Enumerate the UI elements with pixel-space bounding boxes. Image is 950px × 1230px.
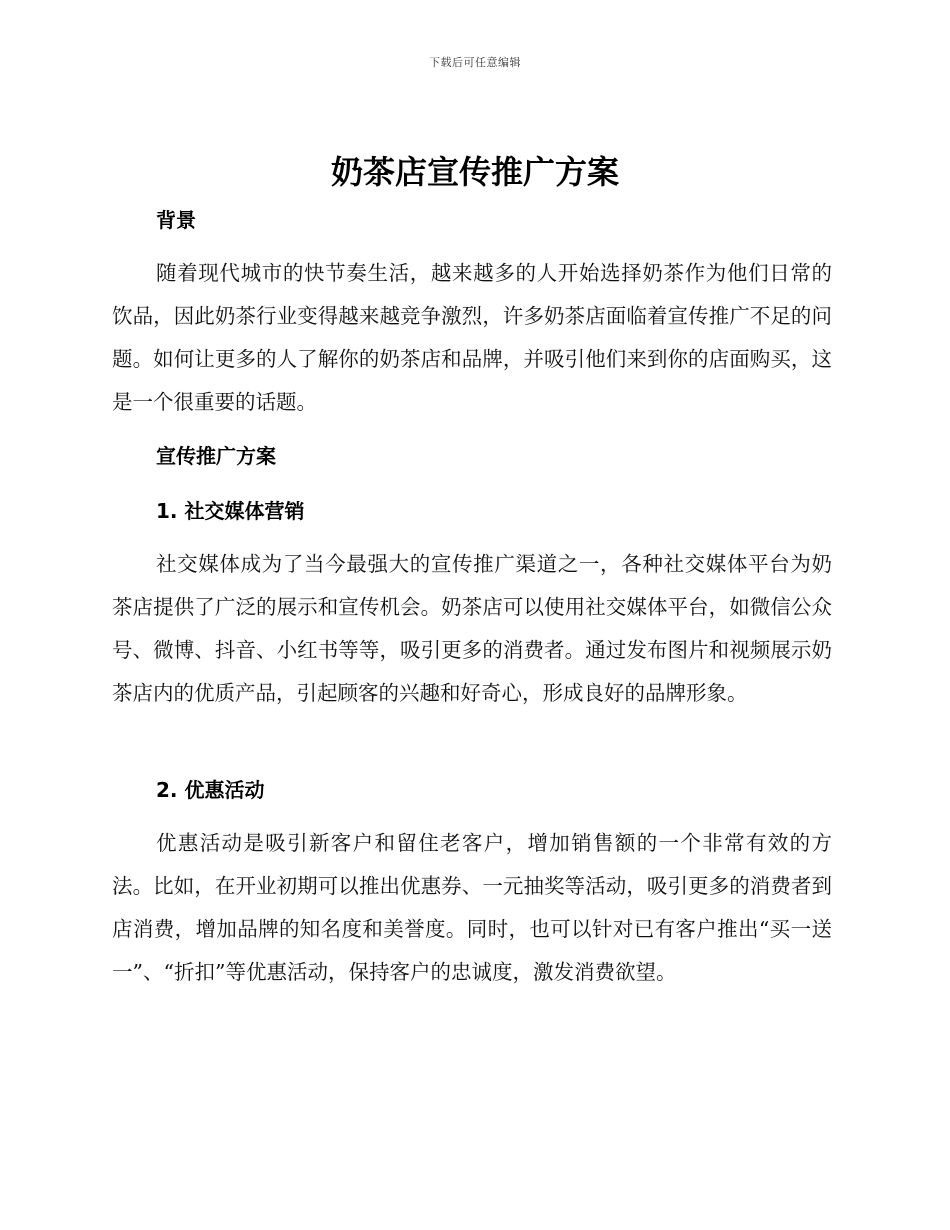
- header-note: 下载后可任意编辑: [429, 56, 521, 69]
- section-heading-plan: 宣传推广方案: [156, 444, 276, 468]
- subsection-heading-promotions: 2. 优惠活动: [156, 778, 265, 802]
- background-paragraph: 随着现代城市的快节奏生活，越来越多的人开始选择奶茶作为他们日常的饮品，因此奶茶行业变得越来越竞争激烈，许多奶茶店面临着宣传推广不足的问题。如何让更多的人了解你的奶茶店和品牌，并吸引他们来到你的店面购买，这是一个很重要的话题。: [112, 261, 832, 414]
- document-title: 奶茶店宣传推广方案: [330, 153, 619, 191]
- social-media-paragraph: 社交媒体成为了当今最强大的宣传推广渠道之一，各种社交媒体平台为奶茶店提供了广泛的展示和宣传机会。奶茶店可以使用社交媒体平台，如微信公众号、微博、抖音、小红书等等，吸引更多的消费者。通过发布图片和视频展示奶茶店内的优质产品，引起顾客的兴趣和好奇心，形成良好的品牌形象。: [112, 552, 832, 705]
- subsection-heading-social-media: 1. 社交媒体营销: [156, 499, 305, 523]
- section-heading-background: 背景: [156, 208, 196, 232]
- promotions-paragraph: 优惠活动是吸引新客户和留住老客户，增加销售额的一个非常有效的方法。比如，在开业初期可以推出优惠券、一元抽奖等活动，吸引更多的消费者到店消费，增加品牌的知名度和美誉度。同时，也可以针对已有客户推出“买一送一”、“折扣”等优惠活动，保持客户的忠诚度，激发消费欲望。: [112, 831, 832, 984]
